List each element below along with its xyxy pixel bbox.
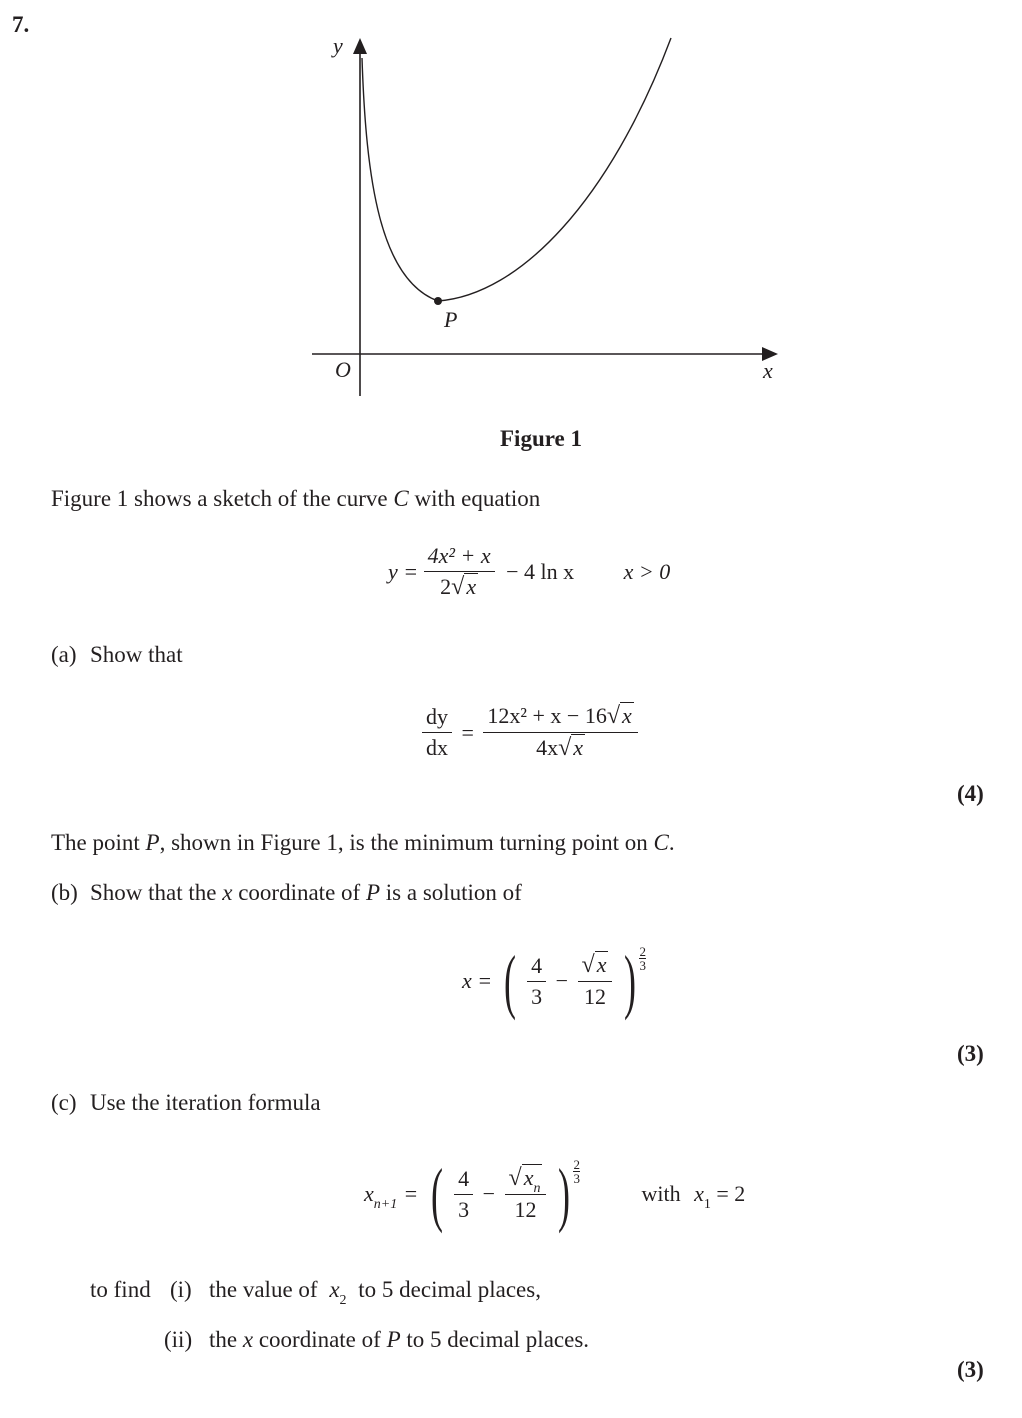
eq-tail: − 4 ln x xyxy=(506,559,575,584)
eq-fraction xyxy=(424,543,495,601)
statement-t2: , shown in Figure 1, is the minimum turning point on xyxy=(159,830,654,855)
y-axis-arrowhead xyxy=(353,38,367,54)
iter-rad-var: x xyxy=(523,1165,534,1190)
derivative-equation xyxy=(422,703,638,762)
derivative-eq-sign: = xyxy=(461,719,474,745)
part-c-i-t2: to 5 decimal places, xyxy=(358,1277,541,1302)
iter-exp-num: 2 xyxy=(573,1157,580,1172)
part-b-f2-radicand: x xyxy=(596,952,607,977)
iter-exponent xyxy=(573,1158,580,1185)
statement-t3: . xyxy=(668,830,675,855)
part-c-i-text xyxy=(209,1277,541,1308)
part-b-exponent xyxy=(639,945,646,972)
dydx-fraction xyxy=(422,704,452,761)
part-c-ii-t3: to 5 decimal places. xyxy=(400,1327,590,1352)
part-b-equation xyxy=(462,941,646,1021)
iter-f2-num: $√x_n$ xyxy=(508,1165,541,1196)
left-paren: ( xyxy=(503,941,516,1021)
part-b-f2-num: √x xyxy=(581,952,607,978)
y-axis-label: y xyxy=(333,33,343,58)
iter-f1-den: 3 xyxy=(454,1194,473,1223)
part-c-text: Use the iteration formula xyxy=(90,1090,321,1115)
derivative-rhs-num: 12x² + x − 16√x xyxy=(487,703,632,729)
part-a-marks: (4) xyxy=(957,781,984,806)
iter-rad-sub: n xyxy=(533,1181,541,1196)
question-number: 7. xyxy=(12,12,30,37)
iter-lhs-var: x xyxy=(364,1181,374,1206)
iter-with: with xyxy=(641,1181,681,1206)
part-c-marks: (3) xyxy=(957,1357,984,1382)
part-c-ii-p: P xyxy=(386,1327,401,1352)
intro-after: with equation xyxy=(408,486,541,511)
eq-den-radicand: x xyxy=(466,574,477,599)
part-b-t3: is a solution of xyxy=(380,880,522,905)
derivative-num-radicand: x xyxy=(622,703,632,728)
iter-frac-2 xyxy=(505,1165,547,1223)
eq-numerator: 4x² + x xyxy=(427,543,491,568)
iter-lhs-sub: n+1 xyxy=(373,1197,398,1212)
curve-equation xyxy=(388,543,670,601)
part-b-label: (b) xyxy=(51,880,78,905)
iter-x1-sub: 1 xyxy=(703,1197,711,1212)
iter-f2-den: 12 xyxy=(505,1194,547,1223)
curve-c xyxy=(362,38,671,301)
part-b-f2-den: 12 xyxy=(578,981,613,1010)
part-b-f1-den: 3 xyxy=(527,981,546,1010)
eq-denominator: 2√x xyxy=(424,571,495,601)
part-c-i-label: (i) xyxy=(170,1277,192,1302)
iter-lhs xyxy=(364,1181,398,1212)
part-c-find: to find xyxy=(90,1277,151,1302)
part-c-ii-label: (ii) xyxy=(164,1327,193,1352)
derivative-den-radicand: x xyxy=(573,735,584,760)
statement-p xyxy=(51,830,675,856)
iter-x1-var: x xyxy=(694,1181,704,1206)
part-b-t2: coordinate of xyxy=(232,880,366,905)
part-b-minus: − xyxy=(555,968,569,993)
part-a-text: Show that xyxy=(90,642,183,667)
part-b-frac-2 xyxy=(578,952,613,1010)
part-c-ii-t1: the xyxy=(209,1327,243,1352)
point-p-label: P xyxy=(444,307,458,332)
iter-right-paren: ) xyxy=(557,1154,570,1234)
intro-curve: C xyxy=(393,486,409,511)
intro-text xyxy=(51,486,540,512)
part-a-label: (a) xyxy=(51,642,77,667)
part-c-i-t1: the value of xyxy=(209,1277,318,1302)
part-b-exp-den: 3 xyxy=(639,958,646,973)
origin-label: O xyxy=(335,357,351,382)
iteration-formula xyxy=(364,1154,746,1234)
figure-caption: Figure 1 xyxy=(500,426,582,451)
part-b-marks: (3) xyxy=(957,1041,984,1066)
iter-minus: − xyxy=(482,1181,496,1206)
part-b-frac-1 xyxy=(527,953,546,1010)
iter-left-paren: ( xyxy=(430,1154,443,1234)
eq-domain: x > 0 xyxy=(623,559,671,584)
part-b-t1: Show that the xyxy=(90,880,223,905)
point-p-marker xyxy=(434,297,442,305)
part-b-text xyxy=(90,880,522,906)
part-c-label: (c) xyxy=(51,1090,77,1115)
part-c-i-sub: 2 xyxy=(339,1293,347,1308)
iter-exp-den: 3 xyxy=(573,1171,580,1186)
eq-lhs: y = xyxy=(388,559,419,584)
dydx-den: dx xyxy=(422,732,452,761)
part-c-ii-text xyxy=(209,1327,589,1353)
iter-x1 xyxy=(694,1181,746,1212)
statement-c-var: C xyxy=(653,830,669,855)
iter-radicand xyxy=(522,1164,543,1196)
statement-t1: The point xyxy=(51,830,146,855)
part-c-ii-t2: coordinate of xyxy=(253,1327,387,1352)
part-b-p: P xyxy=(365,880,381,905)
iter-f1-num: 4 xyxy=(458,1165,470,1191)
part-b-x: x xyxy=(222,880,233,905)
derivative-num-terms: 12x² + x − 16 xyxy=(487,703,607,728)
intro-before: Figure 1 shows a sketch of the curve xyxy=(51,486,394,511)
iter-x1-val: = 2 xyxy=(716,1181,746,1206)
iter-eq: = xyxy=(404,1181,418,1206)
x-axis-label: x xyxy=(763,358,773,383)
eq-den-coef: 2 xyxy=(440,574,452,599)
dydx-num: dy xyxy=(426,704,448,729)
part-c-i-var: x xyxy=(329,1277,340,1302)
figure-1-sketch xyxy=(0,0,1022,420)
derivative-rhs-fraction xyxy=(483,703,637,762)
right-paren: ) xyxy=(623,941,636,1021)
part-b-exp-num: 2 xyxy=(639,944,646,959)
derivative-den-term: 4x xyxy=(536,735,559,760)
part-b-f1-num: 4 xyxy=(531,952,543,978)
part-b-lhs: x = xyxy=(462,968,493,993)
part-c-ii-x: x xyxy=(242,1327,254,1352)
statement-p-var: P xyxy=(145,830,160,855)
iter-frac-1 xyxy=(454,1166,473,1223)
derivative-rhs-den: 4x√x xyxy=(483,732,637,762)
